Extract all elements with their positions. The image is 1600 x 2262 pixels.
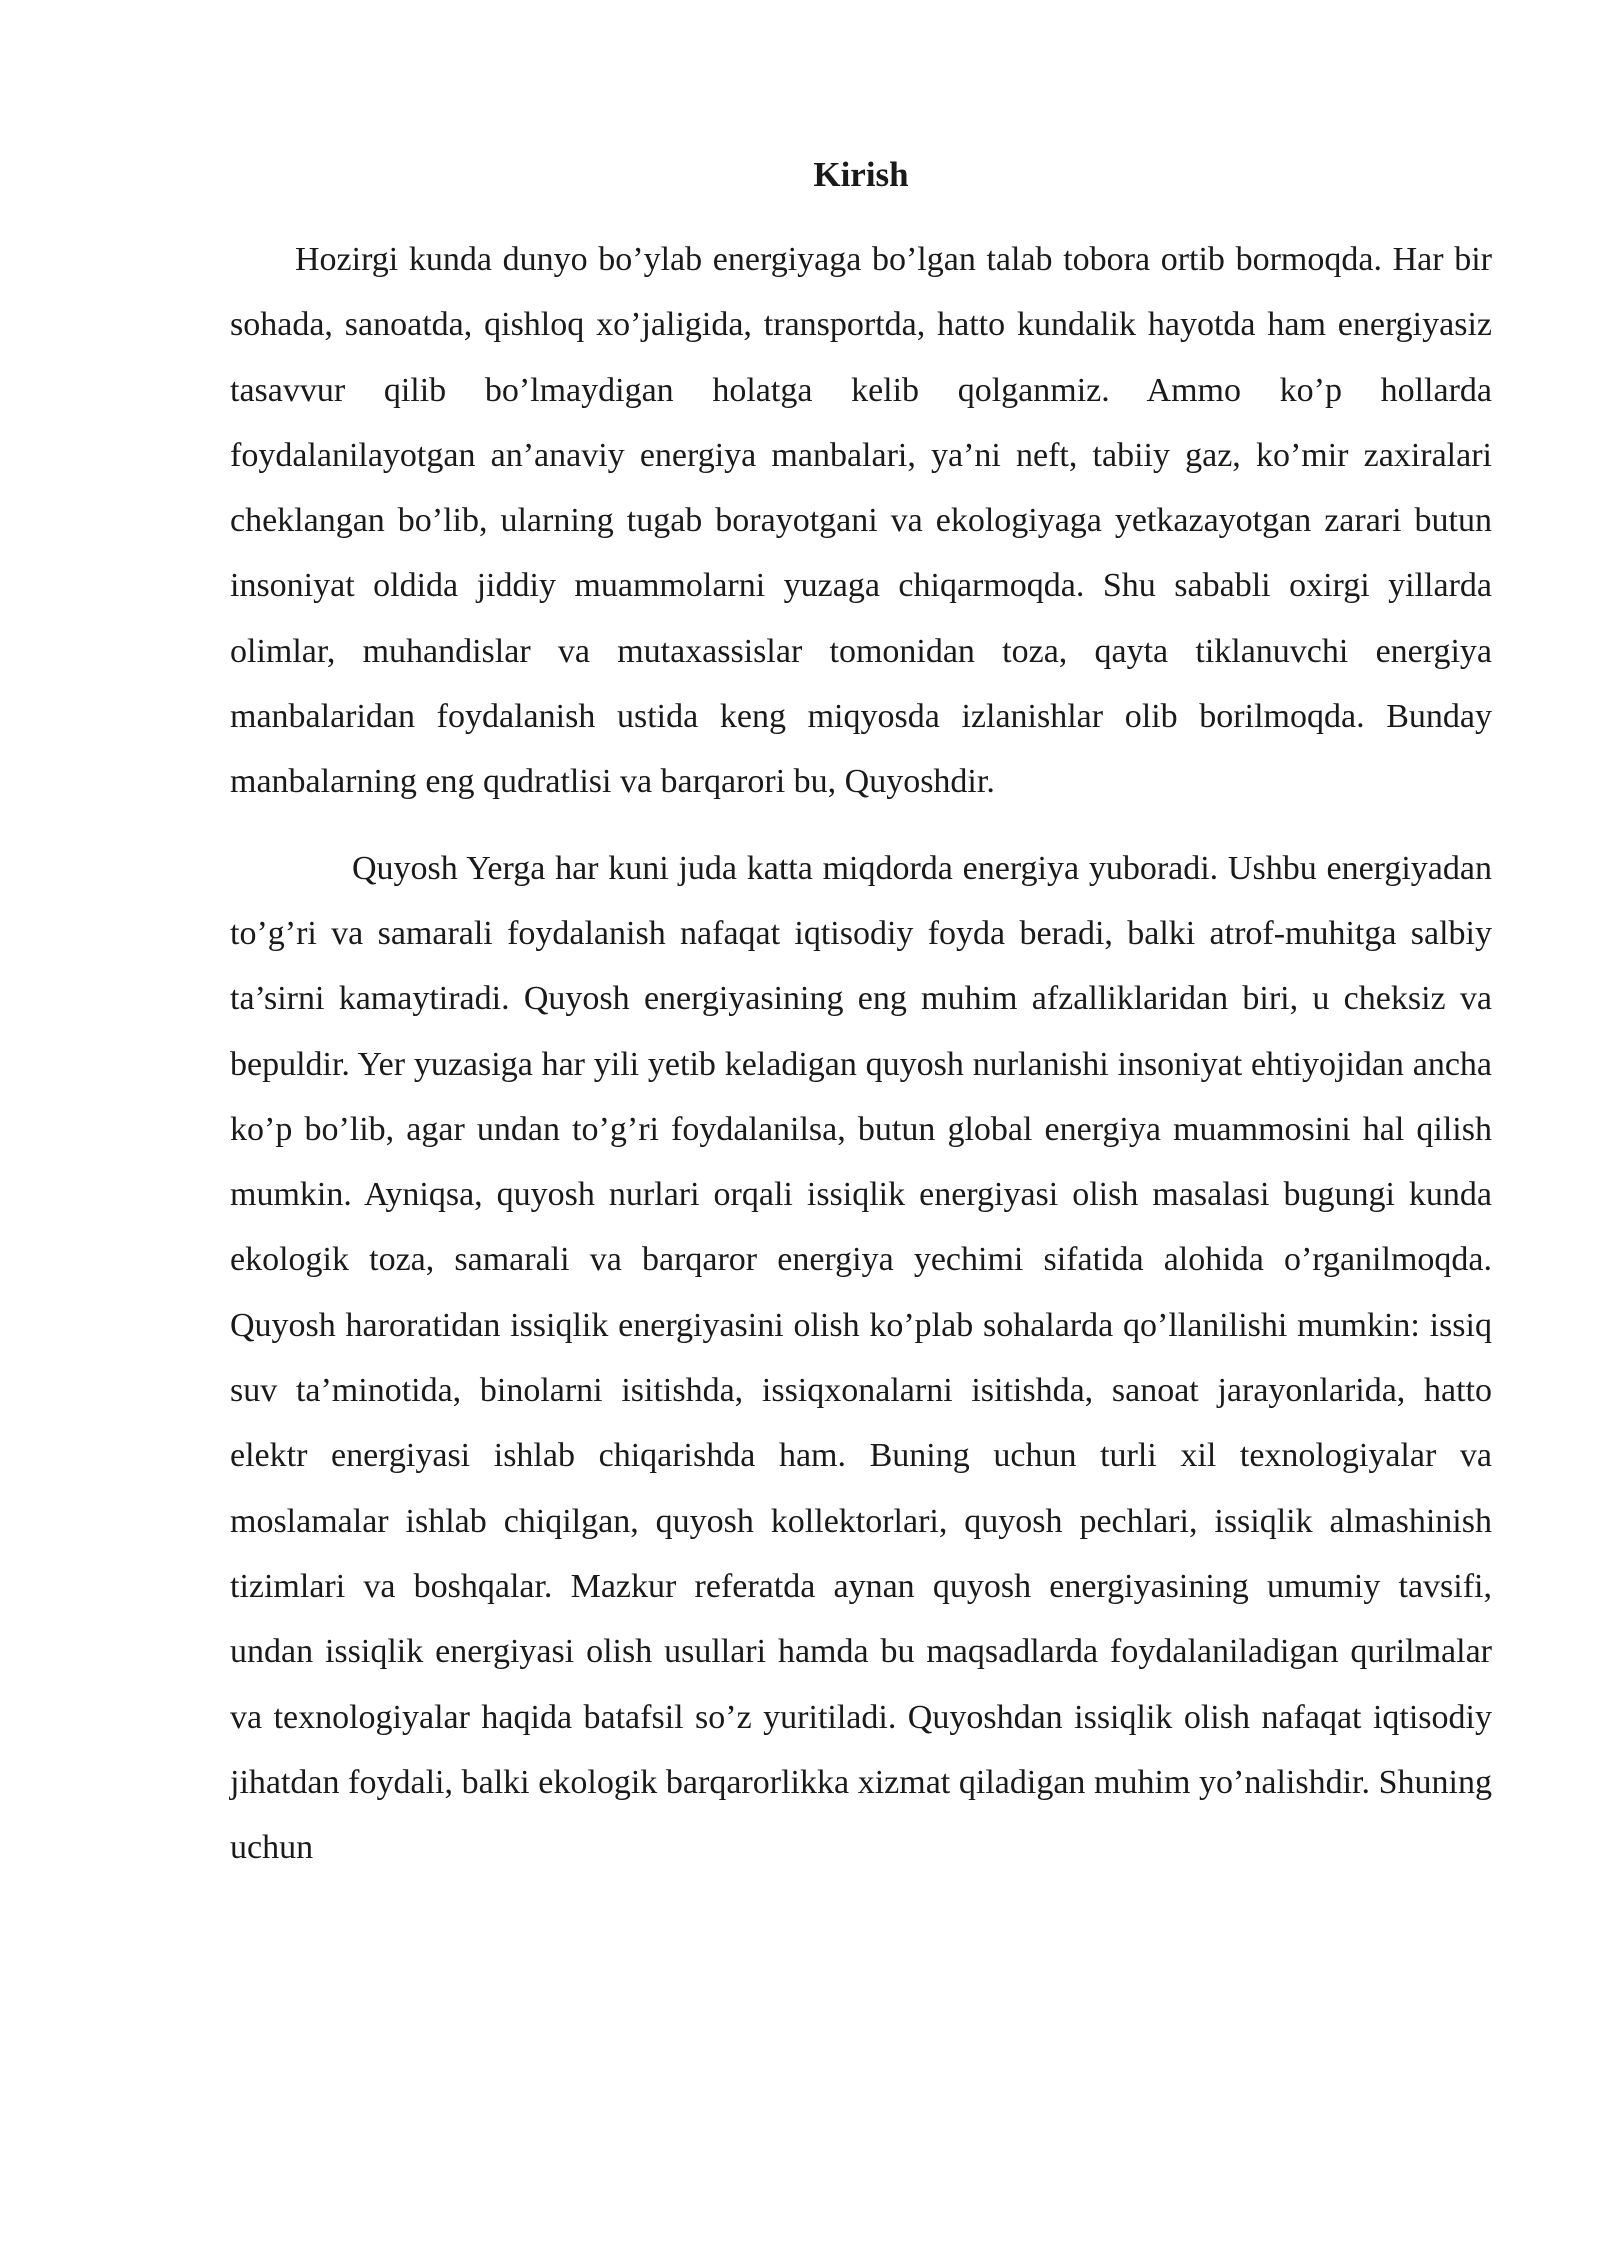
paragraph-1: Hozirgi kunda dunyo bo’ylab energiyaga bo’lgan talab tobora ortib bormoqda. Har bir sohada, sanoatda, qishloq xo’jaligida, transportda, hatto kundalik hayotda ham energiyasiz tasavvur qilib bo’lmaydigan holatga kelib qolganmiz. Ammo ko’p hollarda foydalanilayotgan an’anaviy energiya manbalari, ya’ni neft, tabiiy gaz, ko’mir zaxiralari cheklangan bo’lib, ularning tugab borayotgani va ekologiyaga yetkazayotgan zarari butun insoniyat oldida jiddiy muammolarni yuzaga chiqarmoqda. Shu sababli oxirgi yillarda olimlar, muhandislar va mutaxassislar tomonidan toza, qayta tiklanuvchi energiya manbalaridan foydalanish ustida keng miqyosda izlanishlar olib borilmoqda. Bunday manbalarning eng qudratlisi va barqarori bu, Quyoshdir. [230, 241, 1492, 801]
paragraph-2: Quyosh Yerga har kuni juda katta miqdorda energiya yuboradi. Ushbu energiyadan to’g’ri va samarali foydalanish nafaqat iqtisodiy foyda beradi, balki atrof-muhitga salbiy ta’sirni kamaytiradi. Quyosh energiyasining eng muhim afzalliklaridan biri, u cheksiz va bepuldir. Yer yuzasiga har yili yetib keladigan quyosh nurlanishi insoniyat ehtiyojidan ancha ko’p bo’lib, agar undan to’g’ri foydalanilsa, butun global energiya muammosini hal qilish mumkin. Ayniqsa, quyosh nurlari orqali issiqlik energiyasi olish masalasi bugungi kunda ekologik toza, samarali va barqaror energiya yechimi sifatida alohida o’rganilmoqda. Quyosh haroratidan issiqlik energiyasini olish ko’plab sohalarda qo’llanilishi mumkin: issiq suv ta’minotida, binolarni isitishda, issiqxonalarni isitishda, sanoat jarayonlarida, hatto elektr energiyasi ishlab chiqarishda ham. Buning uchun turli xil texnologiyalar va moslamalar ishlab chiqilgan, quyosh kollektorlari, quyosh pechlari, issiqlik almashinish tizimlari va boshqalar. Mazkur referatda aynan quyosh energiyasining umumiy tavsifi, undan issiqlik energiyasi olish usullari hamda bu maqsadlarda foydalaniladigan qurilmalar va texnologiyalar haqida batafsil so’z yuritiladi. Quyoshdan issiqlik olish nafaqat iqtisodiy jihatdan foydali, balki ekologik barqarorlikka xizmat qiladigan muhim yo’nalishdir. Shuning uchun [230, 849, 1492, 1867]
document-title: Kirish [813, 155, 909, 194]
page-content [230, 145, 1492, 1880]
